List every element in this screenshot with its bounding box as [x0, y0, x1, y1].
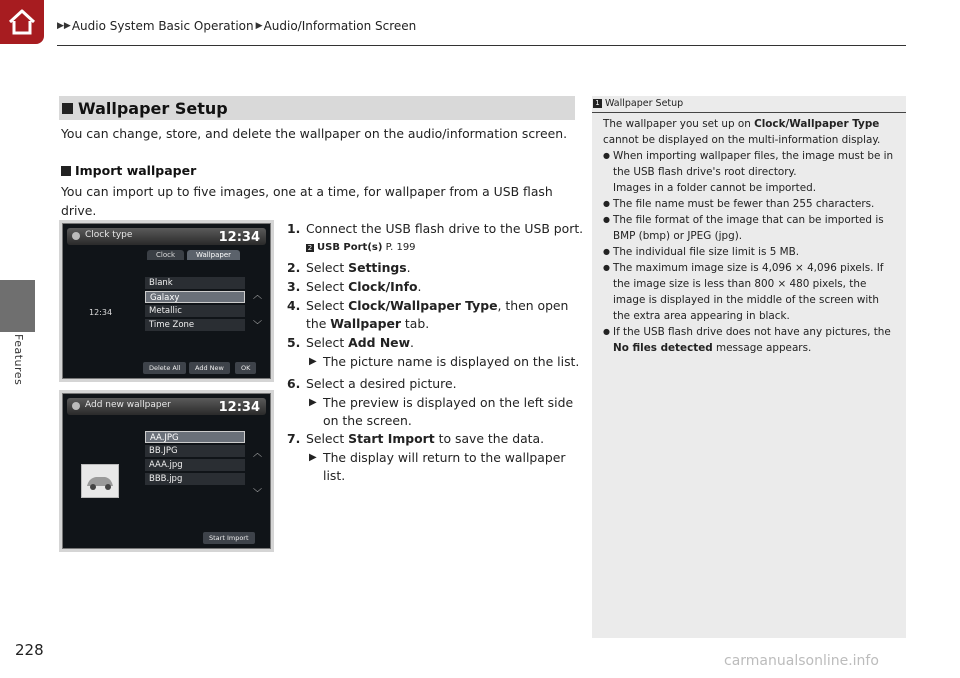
- start-import-button: Start Import: [203, 532, 255, 544]
- note-term: No files detected: [613, 342, 713, 354]
- breadcrumb: [57, 19, 416, 33]
- screenshot-clock-type: [59, 220, 274, 382]
- step-term: Start Import: [348, 431, 435, 446]
- scroll-down-icon: ﹀: [252, 321, 262, 331]
- step-result: [287, 449, 587, 485]
- note-text: The wallpaper you set up on: [603, 118, 755, 130]
- step-term: Add New: [348, 335, 411, 350]
- step-4: [287, 297, 587, 333]
- step-text: Select: [306, 279, 349, 294]
- menu-dot-icon: [72, 402, 80, 410]
- step-text: .: [406, 260, 411, 275]
- note-bullet: ● The maximum image size is 4,096 × 4,096 pixels. If the image size is less than 800 × 480 pixels, the image is displayed in the middle of the screen with the extra area appearing in black.: [603, 260, 899, 324]
- car-preview-image: [81, 464, 119, 498]
- side-note-header: [592, 96, 906, 111]
- subsection-title: Import wallpaper: [75, 163, 197, 178]
- reference-arrow-icon: 2: [307, 244, 313, 252]
- step-1: [287, 220, 587, 238]
- side-note-body: [603, 116, 899, 356]
- procedure-steps: [287, 220, 587, 485]
- square-bullet-icon: [62, 103, 73, 114]
- step-term: Clock/Info: [348, 279, 418, 294]
- step-text: .: [410, 335, 414, 350]
- step-number: 3.: [287, 279, 301, 294]
- result-text: The display will return to the wallpaper list.: [323, 450, 566, 483]
- list-item: AAA.jpg: [145, 459, 245, 471]
- section-intro: You can change, store, and delete the wallpaper on the audio/information screen.: [61, 126, 568, 141]
- menu-dot-icon: [72, 232, 80, 240]
- side-note-title: Wallpaper Setup: [605, 98, 684, 109]
- step-result: [287, 394, 587, 430]
- ok-button: OK: [235, 362, 256, 374]
- list-item: Metallic: [145, 305, 245, 317]
- reference-label[interactable]: USB Port(s): [317, 242, 383, 253]
- step-result: [287, 353, 587, 371]
- reference-page[interactable]: P. 199: [385, 242, 416, 253]
- note-bullet: [603, 324, 899, 356]
- list-item: BBB.jpg: [145, 473, 245, 485]
- result-arrow-icon: ▶: [309, 397, 317, 408]
- note-text: cannot be displayed on the multi-information display.: [603, 134, 881, 146]
- breadcrumb-arrow-icon: ▶▶: [57, 21, 71, 31]
- step-number: 6.: [287, 376, 301, 391]
- side-note-divider: [592, 112, 906, 113]
- step-text: Select: [306, 335, 349, 350]
- delete-all-button: Delete All: [143, 362, 186, 374]
- step-text: .: [417, 279, 422, 294]
- step-term: Wallpaper: [330, 316, 401, 331]
- step-text: tab.: [400, 316, 430, 331]
- add-new-button: Add New: [189, 362, 230, 374]
- screen-clock: 12:34: [218, 400, 260, 415]
- note-number-icon: 1: [593, 99, 602, 108]
- list-item: BB.JPG: [145, 445, 245, 457]
- note-bullet: ● The file format of the image that can be imported is BMP (bmp) or JPEG (jpg).: [603, 212, 899, 244]
- result-arrow-icon: ▶: [309, 356, 317, 367]
- note-bullet: ● The file name must be fewer than 255 characters.: [603, 196, 899, 212]
- step-6: [287, 375, 587, 393]
- step-text: to save the data.: [434, 431, 545, 446]
- step-text: , then open the: [306, 298, 569, 331]
- side-note-panel: [592, 96, 906, 638]
- scroll-up-icon: ︿: [252, 291, 262, 301]
- screen-title-bar: [67, 228, 266, 245]
- note-text: Images in a folder cannot be imported.: [613, 182, 817, 194]
- screenshot-add-new-wallpaper: [59, 390, 274, 552]
- breadcrumb-item[interactable]: Audio/Information Screen: [263, 19, 417, 33]
- tab-wallpaper: Wallpaper: [187, 250, 240, 260]
- header-divider: [57, 45, 906, 46]
- screen-clock: 12:34: [218, 230, 260, 245]
- page-number: 228: [15, 641, 44, 659]
- step-2: [287, 259, 587, 277]
- result-text: The preview is displayed on the left side on the screen.: [323, 395, 574, 428]
- scroll-up-icon: ︿: [252, 449, 262, 459]
- step-number: 5.: [287, 335, 301, 350]
- step-text: Select: [306, 431, 349, 446]
- breadcrumb-item[interactable]: Audio System Basic Operation: [71, 19, 254, 33]
- section-title: Wallpaper Setup: [78, 98, 228, 118]
- step-number: 4.: [287, 298, 301, 313]
- square-bullet-icon: [61, 166, 71, 176]
- screen-title: Add new wallpaper: [85, 400, 171, 410]
- step-number: 7.: [287, 431, 301, 446]
- list-item-selected: Galaxy: [145, 291, 245, 303]
- tab-clock: Clock: [147, 250, 184, 260]
- scroll-down-icon: ﹀: [252, 489, 262, 499]
- list-item-selected: AA.JPG: [145, 431, 245, 443]
- step-text: Select: [306, 298, 349, 313]
- chapter-tab[interactable]: [0, 280, 35, 332]
- screen-tabs: [147, 250, 240, 260]
- subsection-text: You can import up to five images, one at a time, for wallpaper from a USB flash drive.: [61, 184, 553, 218]
- section-header: [59, 96, 575, 120]
- step-text: Select a desired picture.: [306, 376, 457, 391]
- step-term: Clock/Wallpaper Type: [348, 298, 498, 313]
- note-text: ● When importing wallpaper files, the image must be in the USB flash drive's root directory.: [613, 150, 894, 178]
- step-term: Settings: [348, 260, 407, 275]
- thumbnail-clock: 12:34: [89, 308, 113, 317]
- step-text: Connect the USB flash drive to the USB port.: [306, 221, 584, 236]
- result-arrow-icon: ▶: [309, 452, 317, 463]
- step-7: [287, 430, 587, 448]
- subsection-header: [61, 163, 196, 178]
- note-bullet: [603, 148, 899, 196]
- step-number: 2.: [287, 260, 301, 275]
- home-icon[interactable]: [0, 0, 44, 44]
- note-term: Clock/Wallpaper Type: [754, 118, 880, 130]
- note-text: If the USB flash drive does not have any pictures, the: [613, 326, 891, 338]
- side-note-paragraph: [603, 116, 899, 148]
- list-item: Blank: [145, 277, 245, 289]
- screen-title: Clock type: [85, 230, 133, 240]
- breadcrumb-arrow-icon: ▶: [255, 21, 263, 31]
- step-5: [287, 334, 587, 352]
- step-number: 1.: [287, 221, 301, 236]
- list-item: Time Zone: [145, 319, 245, 331]
- screen-title-bar: [67, 398, 266, 415]
- step-3: [287, 278, 587, 296]
- watermark: carmanualsonline.info: [724, 653, 879, 669]
- note-text: message appears.: [712, 342, 812, 354]
- cross-reference[interactable]: [306, 239, 587, 257]
- result-text: The picture name is displayed on the list.: [323, 354, 580, 369]
- note-bullet: ● The individual file size limit is 5 MB.: [603, 244, 899, 260]
- chapter-label: Features: [12, 334, 25, 386]
- step-text: Select: [306, 260, 349, 275]
